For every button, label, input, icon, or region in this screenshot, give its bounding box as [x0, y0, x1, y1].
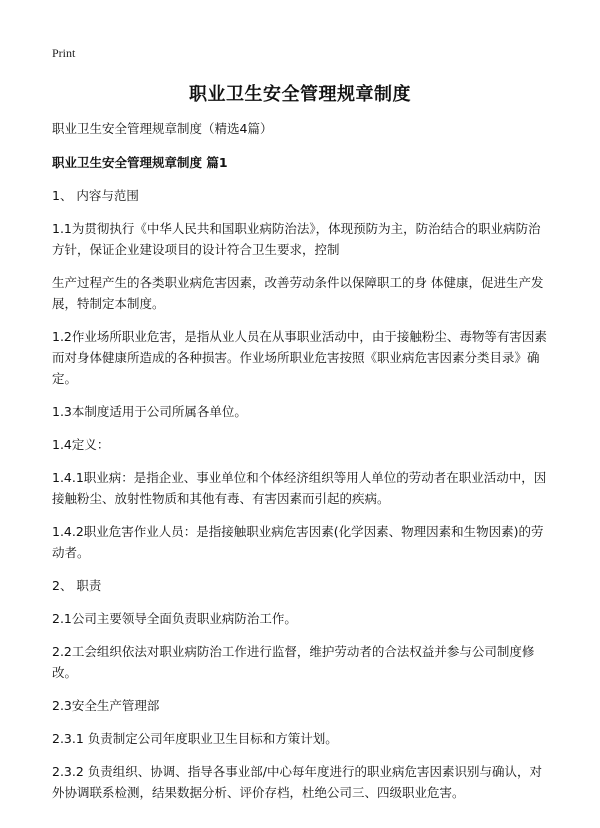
document-subtitle: 职业卫生安全管理规章制度（精选4篇）	[52, 121, 273, 136]
document-body	[52, 118, 552, 815]
paragraph: 2.3安全生产管理部	[52, 698, 160, 713]
paragraph: 1.4.1职业病：是指企业、事业单位和个体经济组织等用人单位的劳动者在职业活动中，因接触粉尘、放射性物质和其他有毒、有害因素而引起的疾病。	[52, 470, 547, 506]
section-heading: 职业卫生安全管理规章制度 篇1	[52, 155, 228, 170]
paragraph: 2.3.1 负责制定公司年度职业卫生目标和方策计划。	[52, 731, 338, 746]
paragraph: 2.1公司主要领导全面负责职业病防治工作。	[52, 611, 297, 626]
paragraph: 1.4.2职业危害作业人员：是指接触职业病危害因素(化学因素、物理因素和生物因素)的劳动者。	[52, 524, 544, 560]
paragraph: 1、 内容与范围	[52, 188, 139, 203]
paragraph: 1.3本制度适用于公司所属各单位。	[52, 404, 247, 419]
paragraph: 1.4定义：	[52, 437, 110, 452]
paragraph: 1.2作业场所职业危害，是指从业人员在从事职业活动中，由于接触粉尘、毒物等有害因素而对身体健康所造成的各种损害。作业场所职业危害按照《职业病危害因素分类目录》确定。	[52, 329, 547, 386]
paragraph: 生产过程产生的各类职业病危害因素，改善劳动条件以保障职工的身 体健康，促进生产发展，特制定本制度。	[52, 275, 544, 311]
paragraph: 2.3.2 负责组织、协调、指导各事业部/中心每年度进行的职业病危害因素识别与确认，对外协调联系检测，结果数据分析、评价存档，杜绝公司三、四级职业危害。	[52, 764, 542, 800]
paragraph: 2.2工会组织依法对职业病防治工作进行监督，维护劳动者的合法权益并参与公司制度修改。	[52, 644, 535, 680]
paragraph: 2、 职责	[52, 578, 102, 593]
document-title: 职业卫生安全管理规章制度	[189, 84, 411, 105]
paragraph: 1.1为贯彻执行《中华人民共和国职业病防治法》，体现预防为主，防治结合的职业病防治方针，保证企业建设项目的设计符合卫生要求，控制	[52, 221, 541, 257]
print-link[interactable]: Print	[52, 46, 76, 60]
